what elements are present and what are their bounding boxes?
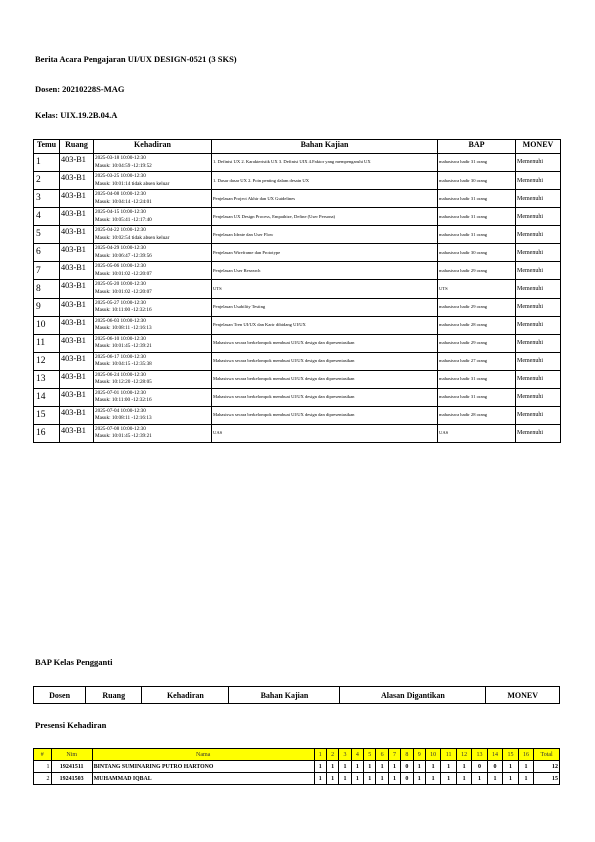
- schedule-text: 2025-05-06 10:00-12:30: [95, 263, 146, 270]
- material-cell: Penjelasan UX Design Process, Empathize, Define (User Persona): [212, 208, 438, 226]
- attendance-mark: 0: [401, 761, 413, 773]
- attendance-col-header: Total: [534, 749, 560, 761]
- attendance-mark: 1: [487, 773, 502, 785]
- attendance-table: [33, 748, 560, 785]
- attendance-row: [34, 761, 560, 773]
- bap-row: [34, 370, 561, 388]
- attendance-cell: [94, 406, 212, 424]
- bap-row: [34, 226, 561, 244]
- bap-row: [34, 244, 561, 262]
- bap-cell: mahasiswa hadir 31 orang: [438, 370, 516, 388]
- material-cell: Mahasiswa secara berkelompok membuat UI/UX design dan dipresentasikan: [212, 352, 438, 370]
- meeting-number: 10: [34, 316, 60, 334]
- attendance-cell: [94, 172, 212, 190]
- student-name: MUHAMMAD IQBAL: [92, 773, 314, 785]
- bap-row: [34, 424, 561, 442]
- meeting-number: 16: [34, 424, 60, 442]
- attendance-mark: 1: [314, 761, 326, 773]
- monev-cell: Memenuhi: [516, 280, 561, 298]
- bap-row: [34, 262, 561, 280]
- material-cell: Penjelasan Project Akhir dan UX Guidelines: [212, 190, 438, 208]
- room-cell: 403-B1: [60, 190, 94, 208]
- sub-col-attendance: Kehadiran: [142, 687, 229, 704]
- attendance-mark: 1: [425, 773, 440, 785]
- check-in-text: Masuk: 10:05:41 -12:17:40: [95, 216, 152, 223]
- sub-col-monev: MONEV: [486, 687, 560, 704]
- student-name: BINTANG SUMINARING PUTRO HARTONO: [92, 761, 314, 773]
- bap-cell: UAS: [438, 424, 516, 442]
- bap-row: [34, 406, 561, 424]
- attendance-mark: 1: [441, 761, 456, 773]
- schedule-text: 2025-07-01 10:00-12:30: [95, 389, 146, 396]
- bap-row: [34, 388, 561, 406]
- attendance-mark: 1: [456, 773, 471, 785]
- bap-cell: mahasiswa hadir 29 orang: [438, 334, 516, 352]
- check-in-text: Masuk: 10:01:45 -12:39:21: [95, 433, 152, 440]
- bap-cell: mahasiswa hadir 31 orang: [438, 208, 516, 226]
- material-cell: Penjelasan Ideate dan User Flow: [212, 226, 438, 244]
- attendance-mark: 1: [376, 773, 388, 785]
- attendance-cell: [94, 262, 212, 280]
- attendance-row: [34, 773, 560, 785]
- schedule-text: 2025-04-22 10:00-12:30: [95, 227, 146, 234]
- bap-row: [34, 316, 561, 334]
- bap-row: [34, 154, 561, 172]
- monev-cell: Memenuhi: [516, 370, 561, 388]
- meeting-number: 8: [34, 280, 60, 298]
- check-in-text: Masuk: 10:02:54 tidak absen keluar: [95, 234, 170, 241]
- room-cell: 403-B1: [60, 298, 94, 316]
- room-cell: 403-B1: [60, 244, 94, 262]
- attendance-col-header: 5: [364, 749, 376, 761]
- attendance-mark: 1: [503, 773, 518, 785]
- attendance-cell: [94, 334, 212, 352]
- material-cell: Mahasiswa secara berkelompok membuat UI/UX design dan dipresentasikan: [212, 406, 438, 424]
- check-in-text: Masuk: 10:11:00 -12:32:16: [95, 307, 152, 314]
- bap-cell: mahasiswa hadir 30 orang: [438, 244, 516, 262]
- attendance-cell: [94, 352, 212, 370]
- attendance-mark: 1: [351, 761, 363, 773]
- schedule-text: 2025-06-17 10:00-12:30: [95, 353, 146, 360]
- monev-cell: Memenuhi: [516, 190, 561, 208]
- material-cell: UAS: [212, 424, 438, 442]
- sub-col-room: Ruang: [86, 687, 142, 704]
- meeting-number: 1: [34, 154, 60, 172]
- bap-cell: mahasiswa hadir 31 orang: [438, 154, 516, 172]
- check-in-text: Masuk: 10:04:15 -12:35:38: [95, 361, 152, 368]
- bap-row: [34, 334, 561, 352]
- attendance-mark: 1: [339, 773, 351, 785]
- bap-row: [34, 190, 561, 208]
- schedule-text: 2025-04-15 10:00-12:30: [95, 209, 146, 216]
- material-cell: Mahasiswa secara berkelompok membuat UI/UX design dan dipresentasikan: [212, 388, 438, 406]
- class-label: Kelas: UIX.19.2B.04.A: [35, 110, 118, 120]
- lecturer-label: Dosen: 20210228S-MAG: [35, 84, 125, 94]
- attendance-col-header: 3: [339, 749, 351, 761]
- monev-cell: Memenuhi: [516, 172, 561, 190]
- bap-cell: mahasiswa hadir 27 orang: [438, 352, 516, 370]
- attendance-mark: 1: [518, 761, 533, 773]
- col-header-bap: BAP: [438, 140, 516, 154]
- attendance-mark: 0: [472, 761, 487, 773]
- attendance-col-header: Nim: [51, 749, 92, 761]
- check-in-text: Masuk: 10:04:14 -12:24:01: [95, 198, 152, 205]
- attendance-cell: [94, 208, 212, 226]
- meeting-number: 3: [34, 190, 60, 208]
- meeting-number: 14: [34, 388, 60, 406]
- meeting-number: 2: [34, 172, 60, 190]
- attendance-col-header: 10: [425, 749, 440, 761]
- monev-cell: Memenuhi: [516, 424, 561, 442]
- attendance-col-header: 11: [441, 749, 456, 761]
- substitute-table: [33, 686, 560, 704]
- col-header-attendance: Kehadiran: [94, 140, 212, 154]
- attendance-mark: 1: [339, 761, 351, 773]
- monev-cell: Memenuhi: [516, 244, 561, 262]
- attendance-cell: [94, 244, 212, 262]
- student-nim: 19241503: [51, 773, 92, 785]
- schedule-text: 2025-06-10 10:00-12:30: [95, 335, 146, 342]
- attendance-mark: 1: [413, 761, 425, 773]
- attendance-col-header: 2: [326, 749, 338, 761]
- material-cell: Mahasiswa secara berkelompok membuat UI/UX design dan dipresentasikan: [212, 334, 438, 352]
- attendance-cell: [94, 298, 212, 316]
- room-cell: 403-B1: [60, 406, 94, 424]
- bap-cell: mahasiswa hadir 31 orang: [438, 226, 516, 244]
- meeting-number: 5: [34, 226, 60, 244]
- room-cell: 403-B1: [60, 424, 94, 442]
- material-cell: Mahasiswa secara berkelompok membuat UI/UX design dan dipresentasikan: [212, 370, 438, 388]
- attendance-cell: [94, 424, 212, 442]
- meeting-number: 11: [34, 334, 60, 352]
- attendance-col-header: 7: [388, 749, 400, 761]
- attendance-mark: 1: [388, 761, 400, 773]
- attendance-cell: [94, 190, 212, 208]
- meeting-number: 9: [34, 298, 60, 316]
- room-cell: 403-B1: [60, 262, 94, 280]
- bap-row: [34, 280, 561, 298]
- bap-cell: mahasiswa hadir 29 orang: [438, 298, 516, 316]
- bap-cell: mahasiswa hadir 30 orang: [438, 172, 516, 190]
- room-cell: 403-B1: [60, 172, 94, 190]
- room-cell: 403-B1: [60, 334, 94, 352]
- sub-col-lecturer: Dosen: [34, 687, 86, 704]
- attendance-col-header: #: [34, 749, 52, 761]
- attendance-mark: 1: [518, 773, 533, 785]
- monev-cell: Memenuhi: [516, 388, 561, 406]
- room-cell: 403-B1: [60, 208, 94, 226]
- attendance-col-header: 1: [314, 749, 326, 761]
- bap-cell: mahasiswa hadir 28 orang: [438, 406, 516, 424]
- schedule-text: 2025-06-24 10:00-12:30: [95, 371, 146, 378]
- attendance-cell: [94, 280, 212, 298]
- attendance-col-header: 16: [518, 749, 533, 761]
- bap-row: [34, 298, 561, 316]
- material-cell: UTS: [212, 280, 438, 298]
- attendance-mark: 1: [314, 773, 326, 785]
- monev-cell: Memenuhi: [516, 208, 561, 226]
- row-index: 1: [34, 761, 52, 773]
- attendance-col-header: Nama: [92, 749, 314, 761]
- schedule-text: 2025-03-25 10:00-12:30: [95, 173, 146, 180]
- bap-cell: mahasiswa hadir 28 orang: [438, 316, 516, 334]
- room-cell: 403-B1: [60, 352, 94, 370]
- col-header-meeting: Temu: [34, 140, 60, 154]
- meeting-number: 6: [34, 244, 60, 262]
- schedule-text: 2025-03-18 10:00-12:30: [95, 155, 146, 161]
- attendance-header-row: [34, 749, 560, 761]
- monev-cell: Memenuhi: [516, 406, 561, 424]
- bap-table-header-row: [34, 140, 561, 154]
- room-cell: 403-B1: [60, 370, 94, 388]
- bap-cell: mahasiswa hadir 29 orang: [438, 262, 516, 280]
- col-header-monev: MONEV: [516, 140, 561, 154]
- document-title: Berita Acara Pengajaran UI/UX DESIGN-0521 (3 SKS): [35, 54, 237, 64]
- attendance-col-header: 13: [472, 749, 487, 761]
- room-cell: 403-B1: [60, 316, 94, 334]
- col-header-material: Bahan Kajian: [212, 140, 438, 154]
- check-in-text: Masuk: 10:06:47 -12:39:56: [95, 252, 152, 259]
- schedule-text: 2025-05-20 10:00-12:30: [95, 281, 146, 288]
- bap-cell: UTS: [438, 280, 516, 298]
- monev-cell: Memenuhi: [516, 352, 561, 370]
- attendance-cell: [94, 154, 212, 172]
- room-cell: 403-B1: [60, 226, 94, 244]
- attendance-section-title: Presensi Kehadiran: [35, 720, 107, 730]
- attendance-mark: 1: [503, 761, 518, 773]
- check-in-text: Masuk: 10:01:45 -12:39:21: [95, 343, 152, 350]
- check-in-text: Masuk: 10:08:11 -12:16:13: [95, 415, 152, 422]
- schedule-text: 2025-06-03 10:00-12:30: [95, 317, 146, 324]
- schedule-text: 2025-07-04 10:00-12:30: [95, 407, 146, 414]
- attendance-col-header: 6: [376, 749, 388, 761]
- sub-col-reason: Alasan Digantikan: [340, 687, 486, 704]
- attendance-col-header: 15: [503, 749, 518, 761]
- substitute-table-header-row: [34, 687, 560, 704]
- attendance-mark: 1: [364, 761, 376, 773]
- attendance-mark: 1: [351, 773, 363, 785]
- attendance-col-header: 12: [456, 749, 471, 761]
- monev-cell: Memenuhi: [516, 154, 561, 172]
- attendance-total: 12: [534, 761, 560, 773]
- meeting-number: 15: [34, 406, 60, 424]
- substitute-section-title: BAP Kelas Pengganti: [35, 657, 113, 667]
- schedule-text: 2025-04-29 10:00-12:30: [95, 245, 146, 252]
- sub-col-material: Bahan Kajian: [229, 687, 340, 704]
- material-cell: Penjelasan Usability Testing: [212, 298, 438, 316]
- attendance-col-header: 9: [413, 749, 425, 761]
- monev-cell: Memenuhi: [516, 334, 561, 352]
- attendance-cell: [94, 316, 212, 334]
- check-in-text: Masuk: 10:11:00 -12:32:16: [95, 397, 152, 404]
- check-in-text: Masuk: 10:04:59 -12:19:52: [95, 162, 152, 169]
- meeting-number: 4: [34, 208, 60, 226]
- check-in-text: Masuk: 10:12:20 -12:28:05: [95, 379, 152, 386]
- meeting-number: 12: [34, 352, 60, 370]
- attendance-mark: 1: [413, 773, 425, 785]
- bap-table: [33, 139, 561, 443]
- meeting-number: 13: [34, 370, 60, 388]
- bap-cell: mahasiswa hadir 31 orang: [438, 190, 516, 208]
- schedule-text: 2025-04-08 10:00-12:30: [95, 191, 146, 198]
- bap-cell: mahasiswa hadir 31 orang: [438, 388, 516, 406]
- attendance-mark: 1: [472, 773, 487, 785]
- attendance-mark: 1: [326, 761, 338, 773]
- schedule-text: 2025-07-08 10:00-12:30: [95, 425, 146, 432]
- material-cell: Penjelasan Wireframe dan Prototype: [212, 244, 438, 262]
- attendance-mark: 1: [364, 773, 376, 785]
- check-in-text: Masuk: 10:01:02 -12:20:07: [95, 288, 152, 295]
- attendance-mark: 1: [388, 773, 400, 785]
- attendance-cell: [94, 370, 212, 388]
- room-cell: 403-B1: [60, 388, 94, 406]
- monev-cell: Memenuhi: [516, 316, 561, 334]
- check-in-text: Masuk: 10:08:11 -12:16:13: [95, 325, 152, 332]
- attendance-mark: 0: [401, 773, 413, 785]
- monev-cell: Memenuhi: [516, 298, 561, 316]
- attendance-col-header: 4: [351, 749, 363, 761]
- attendance-mark: 1: [425, 761, 440, 773]
- monev-cell: Memenuhi: [516, 262, 561, 280]
- attendance-mark: 1: [441, 773, 456, 785]
- bap-row: [34, 208, 561, 226]
- attendance-total: 15: [534, 773, 560, 785]
- attendance-cell: [94, 226, 212, 244]
- attendance-col-header: 8: [401, 749, 413, 761]
- meeting-number: 7: [34, 262, 60, 280]
- bap-row: [34, 352, 561, 370]
- row-index: 2: [34, 773, 52, 785]
- attendance-cell: [94, 388, 212, 406]
- attendance-mark: 1: [326, 773, 338, 785]
- check-in-text: Masuk: 10:01:14 tidak absen keluar: [95, 180, 170, 187]
- student-nim: 19241511: [51, 761, 92, 773]
- room-cell: 403-B1: [60, 280, 94, 298]
- attendance-mark: 0: [487, 761, 502, 773]
- attendance-col-header: 14: [487, 749, 502, 761]
- check-in-text: Masuk: 10:01:02 -12:20:07: [95, 270, 152, 277]
- material-cell: Penjelasan User Research: [212, 262, 438, 280]
- bap-row: [34, 172, 561, 190]
- material-cell: 1. Dasar dasar UX 2. Poin penting dalam desain UX: [212, 172, 438, 190]
- room-cell: 403-B1: [60, 154, 94, 172]
- col-header-room: Ruang: [60, 140, 94, 154]
- attendance-mark: 1: [376, 761, 388, 773]
- material-cell: Penjelasan Tren UI/UX dan Karir dibidang UI/UX: [212, 316, 438, 334]
- monev-cell: Memenuhi: [516, 226, 561, 244]
- material-cell: 1. Definisi UX 2. Karakteristik UX 3. Definisi UIX 4.Faktor yang mempengaruhi UX: [212, 154, 438, 172]
- attendance-mark: 1: [456, 761, 471, 773]
- schedule-text: 2025-05-27 10:00-12:30: [95, 299, 146, 306]
